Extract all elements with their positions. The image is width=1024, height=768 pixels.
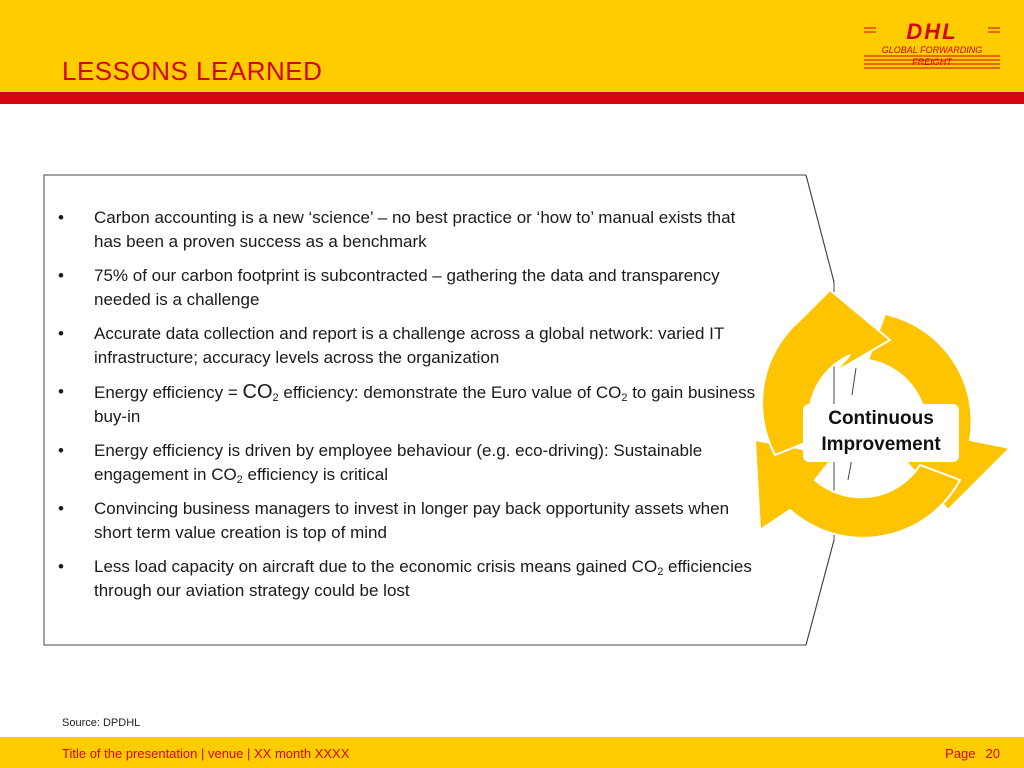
footer-page-indicator — [935, 746, 1000, 761]
page-label: Page — [945, 746, 976, 761]
page-number: 20 — [985, 746, 1000, 761]
list-item: • 75% of our carbon footprint is subcontracted – gathering the data and transparency needed is a challenge — [58, 266, 720, 309]
lessons-list — [58, 206, 758, 613]
dhl-logo-line2: FREIGHT — [912, 57, 952, 67]
footer-presentation-title: Title of the presentation | venue | XX month XXXX — [62, 746, 350, 761]
list-item: • Energy efficiency is driven by employee behaviour (e.g. eco-driving): Sustainable engagement in $CO_2$ efficiency is critical — [58, 441, 703, 486]
page-title: LESSONS LEARNED — [62, 56, 323, 86]
list-item: • Energy efficiency = $CO_2$ efficiency: demonstrate the Euro value of $CO_2$ to gain business buy-in — [58, 381, 756, 426]
footer-bar — [0, 737, 1024, 768]
list-item: • Less load capacity on aircraft due to the economic crisis means gained $CO_2$ efficiencies through our aviation strategy could be lost — [58, 557, 752, 600]
continuous-improvement-label: Continuous Improvement — [803, 404, 959, 462]
dhl-logo-brand: DHL — [906, 22, 958, 44]
list-item: • Carbon accounting is a new ‘science’ – no best practice or ‘how to’ manual exists that has been a proven success as a benchmark — [58, 208, 736, 251]
dhl-logo-line1: GLOBAL FORWARDING — [881, 45, 983, 55]
list-item: • Convincing business managers to invest in longer pay back opportunity assets when short term value creation is top of mind — [58, 499, 730, 542]
list-item: • Accurate data collection and report is a challenge across a global network: varied IT infrastructure; accuracy levels across the organization — [58, 324, 724, 367]
source-note: Source: DPDHL — [62, 717, 141, 729]
